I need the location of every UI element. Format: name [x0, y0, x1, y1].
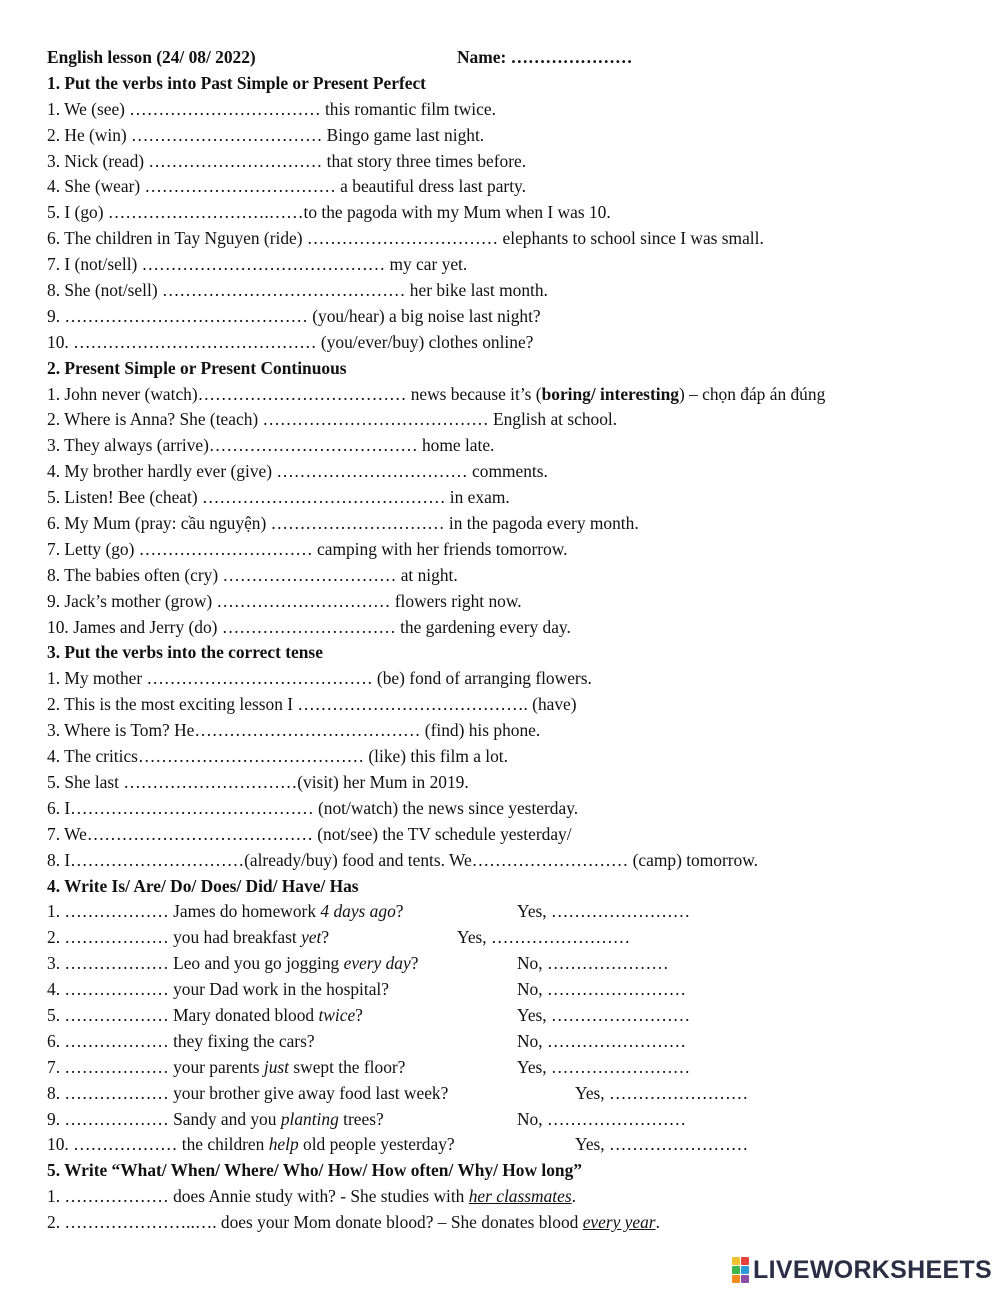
- item-text: 4. ……………… your Dad work in the hospital?: [47, 979, 389, 1000]
- worksheet-header: [47, 45, 977, 71]
- exercise-item[interactable]: [47, 407, 977, 433]
- exercise-item[interactable]: [47, 330, 977, 356]
- item-text: 1. We (see) …………………………… this romantic film twice.: [47, 98, 496, 119]
- item-text: 10. James and Jerry (do) ………………………… the gardening every day.: [47, 616, 571, 637]
- logo-block: [741, 1266, 749, 1274]
- worksheet: [47, 45, 977, 1236]
- section-title: 4. Write Is/ Are/ Do/ Does/ Did/ Have/ Has: [47, 875, 359, 896]
- italic-hint-text: 4 days ago: [320, 901, 396, 922]
- item-text: 6. ……………… they fixing the cars?: [47, 1030, 315, 1051]
- exercise-item[interactable]: [47, 123, 977, 149]
- item-text: 7. I (not/sell) …………………………………… my car yet.: [47, 254, 468, 275]
- exercise-item[interactable]: [47, 382, 977, 408]
- item-text: 7. ……………… your parents: [47, 1056, 264, 1077]
- exercise-item[interactable]: [47, 304, 977, 330]
- exercise-item[interactable]: [47, 537, 977, 563]
- item-text: 7. Letty (go) ………………………… camping with her friends tomorrow.: [47, 538, 568, 559]
- exercise-item[interactable]: [47, 433, 977, 459]
- logo-block: [741, 1257, 749, 1265]
- exercise-item[interactable]: [47, 149, 977, 175]
- item-text: trees?: [338, 1108, 384, 1129]
- item-text: 1. John never (watch)……………………………… news because it’s (: [47, 383, 542, 404]
- answer-blank[interactable]: Yes, ……………………: [517, 1004, 691, 1025]
- item-text: 8. The babies often (cry) ………………………… at night.: [47, 564, 458, 585]
- exercise-item[interactable]: [47, 1055, 977, 1081]
- exercise-item[interactable]: [47, 744, 977, 770]
- section-title: 2. Present Simple or Present Continuous: [47, 357, 347, 378]
- item-text: 2. Where is Anna? She (teach) ………………………………… English at school.: [47, 409, 618, 430]
- exercise-item[interactable]: [47, 1081, 977, 1107]
- exercise-item[interactable]: [47, 977, 977, 1003]
- section-title: 3. Put the verbs into the correct tense: [47, 642, 323, 663]
- item-text: 4. My brother hardly ever (give) …………………………… comments.: [47, 461, 548, 482]
- exercise-item[interactable]: [47, 899, 977, 925]
- item-text: ?: [395, 901, 404, 922]
- item-text: 3. Nick (read) ………………………… that story three times before.: [47, 150, 527, 171]
- exercise-item[interactable]: [47, 278, 977, 304]
- item-text: 8. I…………………………(already/buy) food and tents. We……………………… (camp) tomorrow.: [47, 849, 759, 870]
- exercise-item[interactable]: [47, 718, 977, 744]
- item-text: 4. The critics………………………………… (like) this film a lot.: [47, 746, 508, 767]
- item-text: old people yesterday?: [298, 1134, 455, 1155]
- item-text: 1. ……………… does Annie study with? - She studies with: [47, 1186, 469, 1207]
- italic-hint-text: help: [268, 1134, 299, 1155]
- logo-block: [732, 1257, 740, 1265]
- answer-blank[interactable]: No, ……………………: [517, 1030, 687, 1051]
- liveworksheets-logo: [732, 1255, 992, 1285]
- item-text: 6. I…………………………………… (not/watch) the news since yesterday.: [47, 797, 579, 818]
- item-text: 4. She (wear) …………………………… a beautiful dress last party.: [47, 176, 526, 197]
- logo-block: [732, 1266, 740, 1274]
- exercise-item[interactable]: [47, 951, 977, 977]
- exercise-item[interactable]: [47, 796, 977, 822]
- exercise-item[interactable]: [47, 925, 977, 951]
- logo-blocks-icon: [732, 1257, 749, 1283]
- answer-blank[interactable]: Yes, ……………………: [575, 1134, 749, 1155]
- exercise-item[interactable]: [47, 666, 977, 692]
- brand-name: LIVEWORKSHEETS: [753, 1255, 992, 1284]
- exercise-item[interactable]: [47, 1184, 977, 1210]
- exercise-item[interactable]: [47, 848, 977, 874]
- italic-hint-text: yet: [301, 927, 322, 948]
- section-title: 1. Put the verbs into Past Simple or Present Perfect: [47, 72, 426, 93]
- item-text: 2. This is the most exciting lesson I …………………………………. (have): [47, 694, 577, 715]
- exercise-item[interactable]: [47, 174, 977, 200]
- item-text: 3. Where is Tom? He………………………………… (find) his phone.: [47, 720, 541, 741]
- exercise-item[interactable]: [47, 615, 977, 641]
- exercise-item[interactable]: [47, 511, 977, 537]
- exercise-item[interactable]: [47, 200, 977, 226]
- italic-hint-text: just: [263, 1056, 290, 1077]
- logo-block: [741, 1275, 749, 1283]
- exercise-item[interactable]: [47, 1029, 977, 1055]
- underlined-hint-text: every year: [582, 1212, 656, 1233]
- answer-blank[interactable]: No, ……………………: [517, 979, 687, 1000]
- item-text: 10. ……………… the children: [47, 1134, 269, 1155]
- item-text: 3. They always (arrive)……………………………… home late.: [47, 435, 495, 456]
- item-text: ) – chọn đáp án đúng: [678, 383, 826, 404]
- italic-hint-text: planting: [280, 1108, 339, 1129]
- exercise-item[interactable]: [47, 1210, 977, 1236]
- answer-blank[interactable]: Yes, ……………………: [457, 927, 631, 948]
- item-text: swept the floor?: [289, 1056, 406, 1077]
- item-text: 2. He (win) …………………………… Bingo game last night.: [47, 124, 485, 145]
- item-text: .: [571, 1186, 576, 1207]
- item-text: 9. ……………… Sandy and you: [47, 1108, 281, 1129]
- item-text: 5. She last …………………………(visit) her Mum in 2019.: [47, 771, 469, 792]
- item-text: 2. ……………… you had breakfast: [47, 927, 302, 948]
- answer-blank[interactable]: No, …………………: [517, 953, 669, 974]
- item-text: 9. …………………………………… (you/hear) a big noise last night?: [47, 305, 541, 326]
- exercise-item[interactable]: [47, 589, 977, 615]
- exercise-item[interactable]: [47, 692, 977, 718]
- item-text: 5. Listen! Bee (cheat) …………………………………… in exam.: [47, 487, 510, 508]
- exercise-item[interactable]: [47, 822, 977, 848]
- exercise-sections: [47, 71, 977, 1236]
- item-text: 5. I (go) ……………………….……to the pagoda with my Mum when I was 10.: [47, 202, 611, 223]
- item-text: .: [655, 1212, 660, 1233]
- item-text: 6. My Mum (pray: cầu nguyện) ………………………… in the pagoda every month.: [47, 513, 639, 534]
- item-text: ?: [410, 953, 419, 974]
- bold-choice-text: boring/ interesting: [541, 383, 679, 404]
- item-text: 3. ……………… Leo and you go jogging: [47, 953, 344, 974]
- item-text: 6. The children in Tay Nguyen (ride) …………………………… elephants to school since I was small.: [47, 228, 764, 249]
- exercise-item[interactable]: [47, 1107, 977, 1133]
- answer-blank[interactable]: No, ……………………: [517, 1108, 687, 1129]
- item-text: 5. ……………… Mary donated blood: [47, 1004, 319, 1025]
- item-text: 8. ……………… your brother give away food last week?: [47, 1082, 449, 1103]
- underlined-hint-text: her classmates: [468, 1186, 572, 1207]
- item-text: 1. My mother ………………………………… (be) fond of arranging flowers.: [47, 668, 592, 689]
- answer-blank[interactable]: Yes, ……………………: [517, 1056, 691, 1077]
- section-title: 5. Write “What/ When/ Where/ Who/ How/ How often/ Why/ How long”: [47, 1160, 582, 1181]
- item-text: 2. …………………..…. does your Mom donate blood? – She donates blood: [47, 1212, 583, 1233]
- item-text: 10. …………………………………… (you/ever/buy) clothes online?: [47, 331, 534, 352]
- item-text: 7. We………………………………… (not/see) the TV schedule yesterday/: [47, 823, 572, 844]
- answer-blank[interactable]: Yes, ……………………: [517, 901, 691, 922]
- exercise-item[interactable]: [47, 485, 977, 511]
- answer-blank[interactable]: Yes, ……………………: [575, 1082, 749, 1103]
- item-text: 8. She (not/sell) …………………………………… her bike last month.: [47, 280, 548, 301]
- exercise-item[interactable]: [47, 1003, 977, 1029]
- item-text: 1. ……………… James do homework: [47, 901, 321, 922]
- exercise-item[interactable]: [47, 770, 977, 796]
- exercise-item[interactable]: [47, 97, 977, 123]
- item-text: ?: [355, 1004, 363, 1025]
- exercise-item[interactable]: [47, 1132, 977, 1158]
- lesson-title: English lesson (24/ 08/ 2022): [47, 47, 256, 67]
- item-text: ?: [321, 927, 330, 948]
- student-name-field[interactable]: Name: …………………: [457, 47, 633, 67]
- exercise-item[interactable]: [47, 563, 977, 589]
- exercise-item[interactable]: [47, 459, 977, 485]
- logo-block: [732, 1275, 740, 1283]
- exercise-item[interactable]: [47, 226, 977, 252]
- italic-hint-text: twice: [318, 1004, 356, 1025]
- italic-hint-text: every day: [343, 953, 411, 974]
- item-text: 9. Jack’s mother (grow) ………………………… flowers right now.: [47, 590, 522, 611]
- exercise-item[interactable]: [47, 252, 977, 278]
